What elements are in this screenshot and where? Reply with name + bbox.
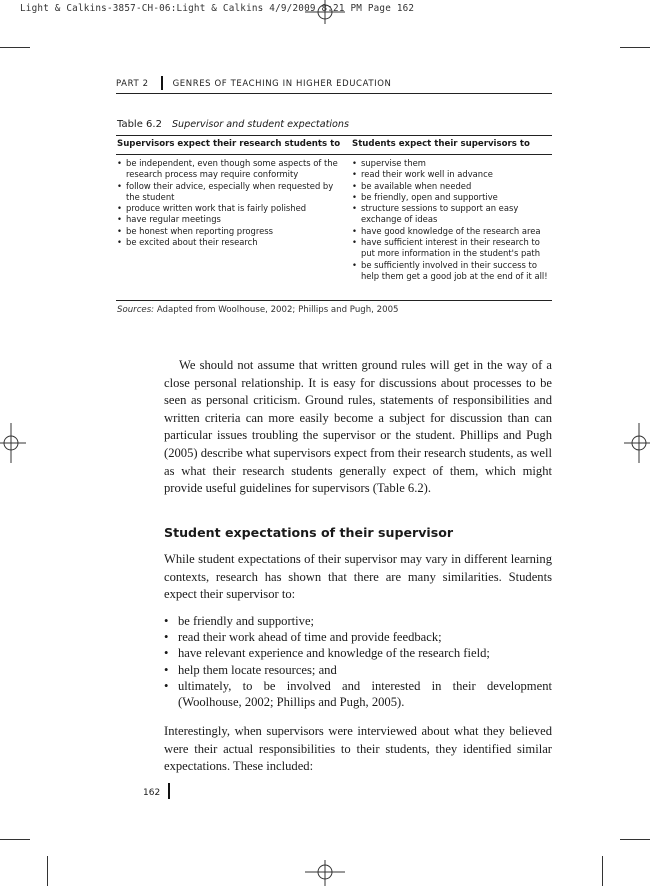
running-head-divider: [161, 76, 163, 90]
sources-text: Adapted from Woolhouse, 2002; Phillips and Pugh, 2005: [156, 305, 399, 315]
list-item: • have regular meetings: [117, 214, 339, 225]
running-head-section: GENRES OF TEACHING IN HIGHER EDUCATION: [172, 79, 392, 89]
print-slug: Light & Calkins-3857-CH-06:Light & Calkins 4/9/2009 8:21 PM Page 162: [20, 3, 415, 14]
body-paragraph-2: While student expectations of their supervisor may vary in different learning contexts, research has shown that there are many similarities. Students expect their supervisor to:: [164, 552, 552, 602]
list-item: • structure sessions to support an easy exchange of ideas: [352, 203, 552, 226]
page-number-divider: [168, 783, 170, 799]
table-title: Supervisor and student expectations: [171, 119, 349, 130]
section-heading: Student expectations of their supervisor: [164, 525, 454, 540]
list-item: • have relevant experience and knowledge of the research field;: [164, 645, 552, 661]
list-item: • supervise them: [352, 158, 552, 169]
registration-mark-bottom-icon: [300, 860, 350, 886]
crop-mark-bottom-left-v: [47, 856, 48, 886]
crop-mark-bottom-right-h: [620, 839, 650, 840]
list-item: • have sufficient interest in their research to put more information in the student's path: [352, 237, 552, 260]
table-caption: [117, 119, 349, 130]
table-header-students: Students expect their supervisors to: [352, 139, 530, 149]
running-head-part: PART 2: [116, 79, 149, 89]
list-item: • read their work ahead of time and provide feedback;: [164, 629, 552, 645]
running-head-rule: [116, 93, 552, 94]
student-expectations-list: [352, 158, 552, 282]
table-column-supervisors: [117, 158, 339, 248]
table-label: Table 6.2: [117, 119, 162, 130]
list-item: • be friendly, open and supportive: [352, 192, 552, 203]
running-head: [116, 76, 391, 90]
supervisor-expectations-list: [117, 158, 339, 248]
registration-mark-right-icon: [624, 418, 650, 468]
sources-label: Sources:: [117, 305, 155, 315]
page-number: [143, 783, 170, 799]
page-number-text: 162: [143, 788, 161, 798]
list-item: • produce written work that is fairly polished: [117, 203, 339, 214]
table-column-students: [352, 158, 552, 282]
list-item: • ultimately, to be involved and interested in their development (Woolhouse, 2002; Phillips and Pugh, 2005).: [164, 678, 552, 710]
list-item: • be friendly and supportive;: [164, 613, 552, 629]
body-paragraph-3: Interestingly, when supervisors were interviewed about what they believed were their actual responsibilities to their students, they identified similar expectations. These included:: [164, 724, 552, 774]
list-item: • follow their advice, especially when requested by the student: [117, 181, 339, 204]
table-header-rule: [116, 154, 552, 155]
student-expectations-bullets: [164, 613, 552, 710]
list-item: • be available when needed: [352, 181, 552, 192]
registration-mark-left-icon: [0, 418, 26, 468]
crop-mark-top-left-h: [0, 47, 30, 48]
table-header-supervisors: Supervisors expect their research students to: [117, 139, 341, 149]
list-item: • have good knowledge of the research area: [352, 226, 552, 237]
crop-mark-bottom-left-h: [0, 839, 30, 840]
table-bottom-rule: [116, 300, 552, 301]
list-item: • read their work well in advance: [352, 169, 552, 180]
table-top-rule: [116, 135, 552, 136]
list-item: • help them locate resources; and: [164, 662, 552, 678]
list-item: • be honest when reporting progress: [117, 226, 339, 237]
body-paragraph-1: We should not assume that written ground rules will get in the way of a close personal relationship. It is easy for discussions about processes to be seen as personal criticism. Ground rules, statements of responsibilities and written criteria can more easily become a subject for discussion than can particular issues troubling the supervisor or the student. Phillips and Pugh (2005) describe what supervisors expect from their research students, as well as what their research students generally expect of them, which might provide useful guidelines for supervisors (Table 6.2).: [164, 358, 552, 496]
registration-mark-top-icon: [300, 0, 350, 24]
list-item: • be independent, even though some aspects of the research process may require conformity: [117, 158, 339, 181]
list-item: • be excited about their research: [117, 237, 339, 248]
crop-mark-bottom-right-v: [602, 856, 603, 886]
list-item: • be sufficiently involved in their success to help them get a good job at the end of it all!: [352, 260, 552, 283]
crop-mark-top-right-h: [620, 47, 650, 48]
table-sources: [117, 305, 399, 315]
